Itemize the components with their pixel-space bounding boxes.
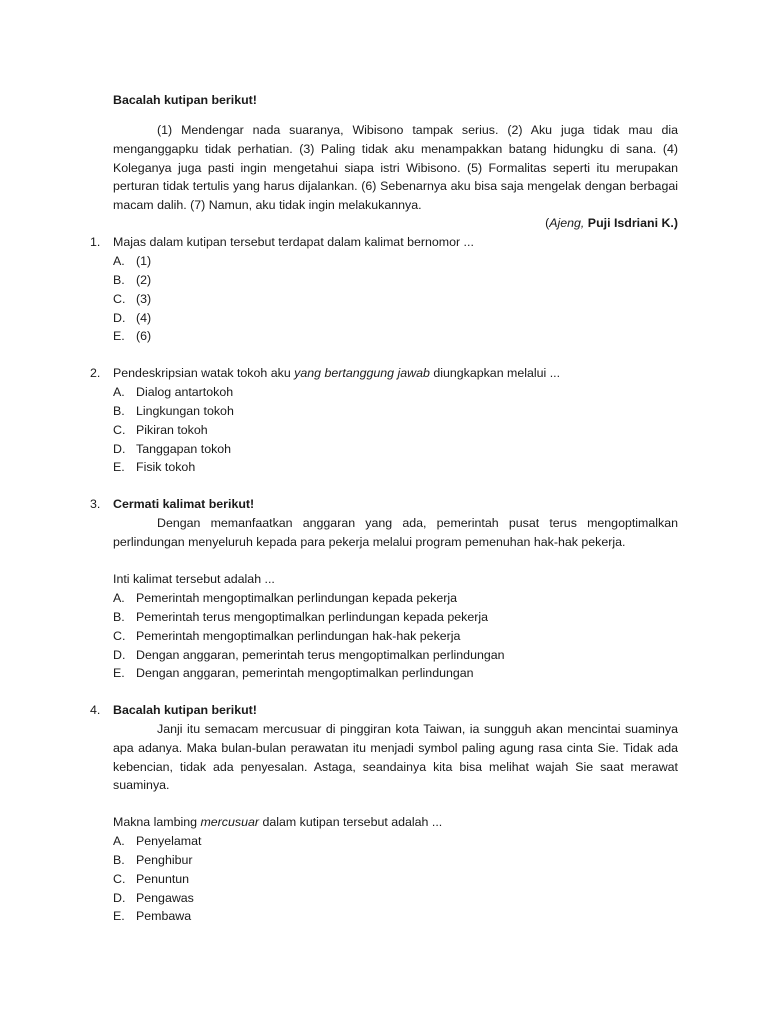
option-text: (3) [136,292,152,306]
option-text: Pemerintah terus mengoptimalkan perlindungan kepada pekerja [136,610,488,624]
option-text: Pikiran tokoh [136,423,208,437]
option-letter: B. [113,853,125,867]
option-text: Penyelamat [136,834,202,848]
question-text-italic: yang bertanggung jawab [294,366,430,380]
q1-option-b[interactable] [113,271,151,290]
option-text: Pembawa [136,909,192,923]
option-letter: A. [113,834,125,848]
q3-passage: Dengan memanfaatkan anggaran yang ada, pemerintah pusat terus mengoptimalkan perlindungan menyeluruh kepada para pekerja melalui program pemenuhan hak-hak pekerja. [113,516,678,549]
option-letter: A. [113,254,125,268]
question-number: 4. [90,703,101,717]
option-letter: C. [113,292,126,306]
q2-option-b[interactable] [113,402,234,421]
option-text: Tanggapan tokoh [136,442,232,456]
q3-question-text: Inti kalimat tersebut adalah ... [113,572,275,586]
question-heading: Cermati kalimat berikut! [113,497,255,511]
q3-option-d[interactable] [113,646,505,665]
q3-option-e[interactable] [113,664,474,683]
q2-option-c[interactable] [113,421,208,440]
q4-option-c[interactable] [113,870,189,889]
option-text: (1) [136,254,152,268]
option-text: Penghibur [136,853,193,867]
option-letter: C. [113,872,126,886]
option-letter: B. [113,610,125,624]
option-text: Dengan anggaran, pemerintah mengoptimalkan perlindungan [136,666,474,680]
question-number: 2. [90,366,101,380]
q4-question-text [113,813,678,832]
q3-option-b[interactable] [113,608,488,627]
option-letter: B. [113,273,125,287]
question-number: 1. [90,235,101,249]
option-letter: E. [113,666,125,680]
q3-option-a[interactable] [113,589,457,608]
question-text-italic: mercusuar [200,815,259,829]
q2-option-e[interactable] [113,458,195,477]
option-letter: E. [113,909,125,923]
question-text: Majas dalam kutipan tersebut terdapat dalam kalimat bernomor ... [113,235,474,249]
option-text: Fisik tokoh [136,460,196,474]
option-text: Pengawas [136,891,194,905]
q3-option-c[interactable] [113,627,460,646]
question-text-part: diungkapkan melalui ... [429,366,561,380]
q1-option-c[interactable] [113,290,151,309]
question-3 [90,495,678,514]
option-text: Pemerintah mengoptimalkan perlindungan hak-hak pekerja [136,629,461,643]
q2-option-a[interactable] [113,383,233,402]
q4-option-d[interactable] [113,889,194,908]
source-author: Puji Isdriani K.) [584,216,678,230]
option-letter: C. [113,629,126,643]
q4-option-a[interactable] [113,832,201,851]
question-1 [90,233,678,252]
source-open: ( [545,216,550,230]
q1-option-d[interactable] [113,309,151,328]
option-letter: E. [113,460,125,474]
option-text: Penuntun [136,872,190,886]
intro-passage: (1) Mendengar nada suaranya, Wibisono tampak serius. (2) Aku juga tidak mau dia menganggapku tidak perhatian. (3) Paling tidak aku menampakkan batang hidungku di sana. (4) Koleganya juga pasti ingin mengetahui siapa istri Wibisono. (5) Formalitas seperti itu merupakan perturan tidak tertulis yang harus dijalankan. (6) Sebenarnya aku bisa saja mengelak dengan berbagai macam dalih. (7) Namun, aku tidak ingin melakukannya. [113,123,678,213]
question-4 [90,701,678,720]
option-text: Dengan anggaran, pemerintah terus mengoptimalkan perlindungan [136,648,505,662]
q4-option-e[interactable] [113,907,191,926]
question-text [113,364,678,383]
option-letter: A. [113,385,125,399]
question-text-part: dalam kutipan tersebut adalah ... [259,815,443,829]
q4-passage: Janji itu semacam mercusuar di pinggiran kota Taiwan, ia sungguh akan mencintai suaminya apa adanya. Maka bulan-bulan perawatan itu menjadi symbol paling agung rasa cinta Sie. Tidak ada kebencian, tidak ada penyesalan. Astaga, seandainya kita bisa melihat wajah Sie saat merawat suaminya. [113,722,678,793]
option-letter: D. [113,891,126,905]
source-title: Ajeng, [549,216,585,230]
option-letter: D. [113,442,126,456]
q2-option-d[interactable] [113,440,231,459]
option-letter: C. [113,423,126,437]
option-text: Pemerintah mengoptimalkan perlindungan kepada pekerja [136,591,457,605]
option-letter: A. [113,591,125,605]
question-2 [90,364,678,383]
intro-heading: Bacalah kutipan berikut! [113,93,257,107]
question-number: 3. [90,497,101,511]
option-letter: B. [113,404,125,418]
question-heading: Bacalah kutipan berikut! [113,703,257,717]
option-letter: E. [113,329,125,343]
option-text: (4) [136,311,152,325]
option-letter: D. [113,311,126,325]
q4-option-b[interactable] [113,851,193,870]
option-text: (2) [136,273,152,287]
intro-source [113,214,678,233]
option-text: Dialog antartokoh [136,385,234,399]
option-letter: D. [113,648,126,662]
q1-option-e[interactable] [113,327,151,346]
option-text: (6) [136,329,152,343]
q1-option-a[interactable] [113,252,151,271]
question-text-part: Pendeskripsian watak tokoh aku [113,366,295,380]
option-text: Lingkungan tokoh [136,404,234,418]
question-text-part: Makna lambing [113,815,201,829]
